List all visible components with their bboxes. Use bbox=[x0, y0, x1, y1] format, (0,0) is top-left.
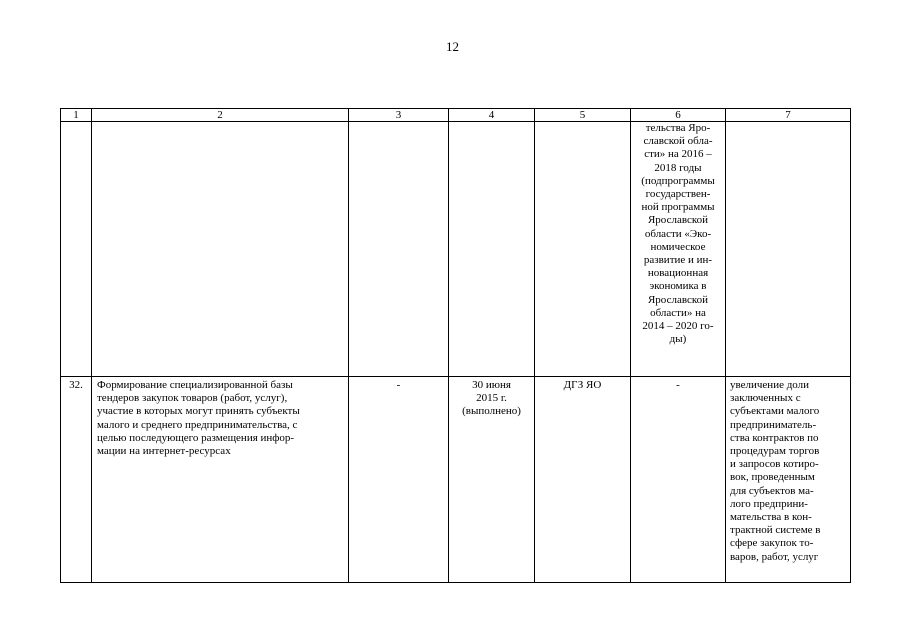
cell-empty bbox=[92, 122, 349, 377]
cell-col6: - bbox=[631, 377, 726, 583]
column-header-1: 1 bbox=[61, 109, 92, 122]
cell-deadline: 30 июня 2015 г. (выполнено) bbox=[449, 377, 535, 583]
column-number-row bbox=[61, 109, 851, 122]
cell-col3: - bbox=[349, 377, 449, 583]
cell-empty bbox=[349, 122, 449, 377]
table-row bbox=[61, 377, 851, 583]
cell-empty bbox=[449, 122, 535, 377]
column-header-7: 7 bbox=[726, 109, 851, 122]
cell-measure-description: Формирование специализированной базы тендеров закупок товаров (работ, услуг), участие в которых могут принять субъекты малого и среднего предпринимательства, с целью последующего размещения инфор- мации на интернет-ресурсах bbox=[92, 377, 349, 583]
cell-program-continuation: тельства Яро- славской обла- сти» на 2016 – 2018 годы (подпрограммы государствен- ной программы Ярославской области «Эко- номическое развитие и ин- новационная экономика в Ярославской области» на 2014 – 2020 го- ды) bbox=[631, 122, 726, 377]
page-number: 12 bbox=[446, 39, 459, 54]
column-header-2: 2 bbox=[92, 109, 349, 122]
table-row-continuation bbox=[61, 122, 851, 377]
column-header-4: 4 bbox=[449, 109, 535, 122]
cell-empty bbox=[535, 122, 631, 377]
column-header-5: 5 bbox=[535, 109, 631, 122]
cell-expected-result: увеличение доли заключенных с субъектами малого предприниматель- ства контрактов по процедурам торгов и запросов котиро- вок, проведенным для субъектов ма- лого предприни- мательства в кон- трактной системе в сфере закупок то- варов, работ, услуг bbox=[726, 377, 851, 583]
cell-responsible: ДГЗ ЯО bbox=[535, 377, 631, 583]
column-header-6: 6 bbox=[631, 109, 726, 122]
cell-empty bbox=[726, 122, 851, 377]
column-header-3: 3 bbox=[349, 109, 449, 122]
measures-table bbox=[60, 108, 851, 583]
cell-empty bbox=[61, 122, 92, 377]
cell-row-number: 32. bbox=[61, 377, 92, 583]
